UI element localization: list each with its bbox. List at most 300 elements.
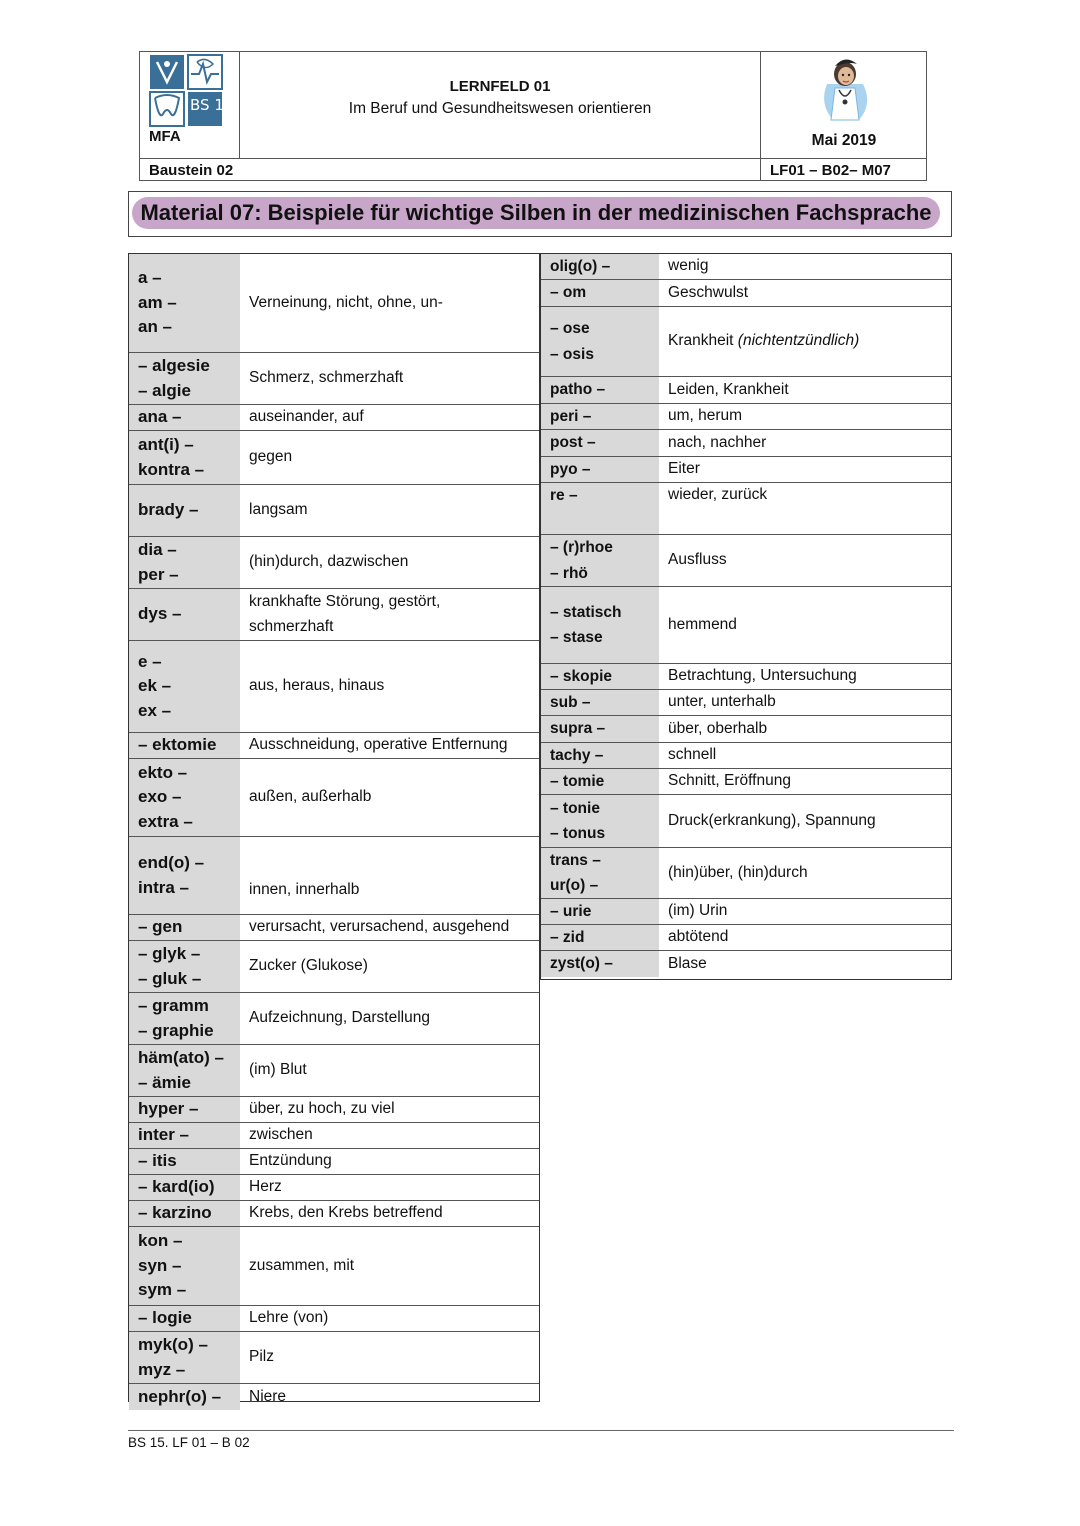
meaning-text	[249, 785, 539, 810]
syllable-cell	[129, 941, 240, 992]
document-header	[139, 51, 927, 181]
syllable-text: zyst(o) –	[550, 955, 613, 973]
meaning-cell	[659, 404, 951, 429]
syllable-cell	[129, 1123, 240, 1148]
meaning-text	[668, 254, 951, 279]
meaning-cell	[659, 254, 951, 279]
syllable-text: – glyk –	[138, 944, 201, 963]
syllable-text: an –	[138, 317, 173, 337]
syllable-text: – tonie	[550, 799, 600, 817]
meaning-text	[249, 445, 539, 470]
table-row	[129, 1332, 539, 1384]
meaning-text	[668, 952, 951, 977]
syllable-text: sym –	[138, 1280, 187, 1300]
meaning-text	[249, 1306, 539, 1331]
mfa-label: MFA	[149, 128, 181, 145]
header-bottom-row	[140, 158, 926, 181]
meaning-cell	[659, 925, 951, 950]
table-row	[129, 915, 539, 941]
material-title: Material 07: Beispiele für wichtige Silben in der medizinischen Fachsprache	[132, 197, 940, 229]
meaning-text-line2: schmerzhaft	[249, 617, 334, 635]
nurse-illustration-icon	[813, 54, 877, 124]
syllable-cell	[541, 535, 659, 586]
syllable-cell	[541, 254, 659, 279]
meaning-text	[249, 733, 539, 758]
meaning-cell	[240, 1384, 539, 1410]
meaning-cell	[240, 537, 539, 588]
meaning-main: Lehre (von)	[249, 1309, 329, 1327]
table-row	[541, 280, 951, 307]
date-cell	[760, 52, 926, 158]
meaning-text	[668, 861, 951, 886]
table-row	[129, 353, 539, 405]
syllable-text: nephr(o) –	[138, 1386, 222, 1406]
syllable-text: per –	[138, 564, 179, 584]
meaning-main: Schnitt, Eröffnung	[668, 772, 791, 790]
meaning-italic: (nichtentzündlich)	[737, 332, 860, 350]
syllable-cell	[129, 993, 240, 1044]
syllable-text: peri –	[550, 407, 592, 425]
syllable-text: sub –	[550, 693, 591, 711]
meaning-cell	[659, 483, 951, 534]
meaning-text	[668, 809, 951, 834]
meaning-cell	[240, 1306, 539, 1331]
syllable-text: – statisch	[550, 603, 622, 621]
syllable-cell	[541, 743, 659, 768]
syllable-text: hyper –	[138, 1099, 199, 1119]
syllable-cell	[129, 353, 240, 404]
meaning-text	[668, 899, 951, 924]
syllable-cell	[129, 1175, 240, 1200]
meaning-text	[668, 281, 951, 306]
syllable-cell	[129, 485, 240, 536]
syllable-text: re –	[550, 487, 578, 504]
syllable-text: e –	[138, 651, 162, 671]
syllable-text: – gen	[138, 917, 183, 937]
table-row	[129, 431, 539, 485]
meaning-text	[668, 664, 951, 689]
table-row	[129, 759, 539, 837]
meaning-main: Ausschneidung, operative Entfernung	[249, 736, 508, 754]
syllable-text: – ose	[550, 320, 590, 337]
syllable-text: syn –	[138, 1255, 182, 1275]
meaning-main: Druck(erkrankung), Spannung	[668, 811, 876, 829]
syllable-text: ekto –	[138, 762, 188, 782]
table-row	[129, 1045, 539, 1097]
meaning-text	[249, 590, 539, 615]
table-row	[129, 641, 539, 733]
table-row	[541, 795, 951, 848]
syllable-text: – ämie	[138, 1072, 191, 1092]
syllable-cell	[129, 837, 240, 914]
meaning-main: außen, außerhalb	[249, 788, 372, 806]
syllable-table-left	[128, 253, 540, 1406]
meaning-main: (hin)durch, dazwischen	[249, 553, 409, 571]
table-row	[541, 587, 951, 664]
meaning-text	[668, 378, 951, 403]
syllable-text: tachy –	[550, 746, 604, 764]
table-row	[129, 1149, 539, 1175]
meaning-cell	[240, 431, 539, 484]
syllable-text: ek –	[138, 676, 172, 696]
table-row	[129, 993, 539, 1045]
meaning-text	[249, 498, 539, 523]
syllable-text: trans –	[550, 851, 601, 869]
meaning-text	[249, 1058, 539, 1083]
table-row	[541, 535, 951, 587]
footer-label: BS 15. LF 01 – B 02	[128, 1435, 250, 1450]
syllable-cell	[129, 537, 240, 588]
syllable-cell	[129, 431, 240, 484]
syllable-cell	[541, 483, 659, 534]
syllable-text: dia –	[138, 540, 177, 559]
syllable-text: pyo –	[550, 460, 591, 478]
meaning-main: verursacht, verursachend, ausgehend	[249, 918, 510, 936]
document-code: LF01 – B02– M07	[760, 159, 926, 181]
meaning-cell	[240, 1201, 539, 1226]
meaning-main: Betrachtung, Untersuchung	[668, 667, 857, 685]
svg-text:BS 15: BS 15	[190, 96, 234, 114]
meaning-text	[249, 405, 539, 430]
meaning-cell	[659, 899, 951, 924]
syllable-cell	[541, 769, 659, 794]
meaning-cell	[240, 993, 539, 1044]
meaning-text	[668, 613, 951, 638]
meaning-text	[249, 878, 539, 903]
syllable-table-right	[540, 253, 952, 980]
meaning-main: Zucker (Glukose)	[249, 957, 368, 975]
meaning-main: (im) Blut	[249, 1061, 307, 1079]
table-row	[541, 483, 951, 535]
meaning-text	[668, 431, 951, 456]
meaning-text	[249, 915, 539, 940]
meaning-cell	[659, 307, 951, 376]
syllable-text: supra –	[550, 720, 606, 738]
table-row	[129, 733, 539, 759]
syllable-text: – urie	[550, 902, 592, 920]
syllable-text: post –	[550, 434, 596, 452]
meaning-main: krankhafte Störung, gestört,	[249, 593, 441, 610]
syllable-text: – logie	[138, 1308, 192, 1328]
table-row	[541, 743, 951, 769]
table-row	[541, 951, 951, 977]
syllable-text: – gramm	[138, 996, 209, 1015]
table-row	[541, 716, 951, 743]
meaning-text	[249, 550, 539, 575]
syllable-cell	[129, 733, 240, 758]
meaning-cell	[659, 690, 951, 715]
syllable-cell	[129, 254, 240, 352]
meaning-text	[249, 1254, 539, 1279]
table-row	[129, 1097, 539, 1123]
syllable-cell	[541, 664, 659, 689]
syllable-cell	[129, 1227, 240, 1305]
table-row	[541, 769, 951, 795]
syllable-cell	[541, 587, 659, 663]
syllable-text: end(o) –	[138, 853, 205, 872]
meaning-main: um, herum	[668, 407, 743, 425]
lernfeld-subtitle: Im Beruf und Gesundheitswesen orientieren	[348, 100, 652, 117]
syllable-cell	[129, 589, 240, 640]
table-row	[541, 307, 951, 377]
meaning-text	[668, 483, 951, 508]
meaning-cell	[659, 280, 951, 306]
meaning-main: Entzündung	[249, 1152, 332, 1170]
meaning-cell	[659, 535, 951, 586]
meaning-cell	[240, 353, 539, 404]
meaning-text	[668, 717, 951, 742]
meaning-cell	[240, 915, 539, 940]
syllable-text: – kard(io)	[138, 1177, 215, 1197]
table-row	[541, 690, 951, 716]
meaning-text	[668, 457, 951, 482]
baustein-label: Baustein 02	[149, 162, 234, 179]
meaning-text	[668, 743, 951, 768]
meaning-cell	[240, 759, 539, 836]
syllable-cell	[541, 377, 659, 403]
footer-rule	[128, 1430, 954, 1431]
meaning-text	[249, 1097, 539, 1122]
syllable-text: myk(o) –	[138, 1335, 208, 1354]
meaning-main: aus, heraus, hinaus	[249, 677, 385, 695]
meaning-cell	[240, 1097, 539, 1122]
table-row	[129, 1175, 539, 1201]
table-row	[129, 1384, 539, 1410]
meaning-main: nach, nachher	[668, 433, 767, 451]
meaning-cell	[240, 1123, 539, 1148]
syllable-cell	[541, 280, 659, 306]
syllable-text: myz –	[138, 1359, 186, 1379]
meaning-text	[668, 404, 951, 429]
syllable-text: dys –	[138, 604, 182, 624]
syllable-text: – zid	[550, 928, 585, 946]
syllable-text: – karzino	[138, 1203, 212, 1223]
syllable-cell	[541, 430, 659, 456]
syllable-cell	[541, 951, 659, 977]
meaning-main: (im) Urin	[668, 902, 728, 920]
meaning-cell	[240, 1332, 539, 1383]
syllable-text: – om	[550, 284, 587, 302]
meaning-text	[249, 1149, 539, 1174]
meaning-main: Eiter	[668, 460, 700, 478]
syllable-cell	[129, 405, 240, 430]
syllable-text: häm(ato) –	[138, 1048, 224, 1067]
meaning-cell	[659, 587, 951, 663]
syllable-cell	[541, 795, 659, 847]
table-row	[129, 537, 539, 589]
meaning-cell	[659, 769, 951, 794]
meaning-main: Niere	[249, 1387, 287, 1405]
syllable-cell	[541, 848, 659, 898]
syllable-cell	[541, 925, 659, 950]
syllable-text: ant(i) –	[138, 435, 194, 454]
table-row	[129, 1306, 539, 1332]
meaning-cell	[240, 733, 539, 758]
meaning-main: über, oberhalb	[668, 719, 768, 737]
meaning-cell	[240, 941, 539, 992]
meaning-main: Herz	[249, 1178, 282, 1196]
syllable-text: – (r)rhoe	[550, 539, 613, 556]
meaning-text	[249, 1006, 539, 1031]
meaning-text	[249, 1175, 539, 1200]
meaning-cell	[659, 430, 951, 456]
syllable-text: – gluk –	[138, 968, 202, 988]
table-row	[129, 1227, 539, 1306]
syllable-text: patho –	[550, 381, 606, 399]
table-row	[541, 899, 951, 925]
meaning-main: wenig	[668, 257, 709, 275]
syllable-text: – tomie	[550, 772, 605, 790]
table-row	[541, 925, 951, 951]
syllable-cell	[541, 899, 659, 924]
table-row	[541, 404, 951, 430]
syllable-cell	[129, 641, 240, 732]
meaning-main: hemmend	[668, 615, 737, 633]
meaning-main: abtötend	[668, 928, 729, 946]
meaning-main: unter, unterhalb	[668, 693, 776, 711]
syllable-text: – skopie	[550, 667, 613, 685]
meaning-cell	[659, 848, 951, 898]
table-row	[129, 485, 539, 537]
table-row	[541, 254, 951, 280]
meaning-text	[668, 329, 951, 354]
meaning-cell	[659, 743, 951, 768]
syllable-cell	[129, 915, 240, 940]
table-row	[541, 377, 951, 404]
meaning-main: gegen	[249, 448, 293, 466]
meaning-cell	[659, 951, 951, 977]
table-row	[129, 405, 539, 431]
meaning-cell	[240, 1045, 539, 1096]
meaning-main: wieder, zurück	[668, 486, 768, 503]
syllable-text: – graphie	[138, 1020, 214, 1040]
logo-cell	[140, 52, 240, 158]
meaning-main: Krankheit	[668, 332, 738, 350]
syllable-text: – stase	[550, 629, 603, 646]
meaning-main: Verneinung, nicht, ohne, un-	[249, 293, 443, 311]
meaning-text	[249, 291, 539, 316]
syllable-text: olig(o) –	[550, 257, 611, 275]
syllable-cell	[129, 1045, 240, 1096]
table-row	[129, 941, 539, 993]
meaning-text	[668, 925, 951, 950]
meaning-main: innen, innerhalb	[249, 880, 360, 898]
school-logo-icon	[149, 54, 234, 126]
meaning-main: (hin)über, (hin)durch	[668, 863, 808, 881]
table-row	[129, 1201, 539, 1227]
meaning-cell	[659, 795, 951, 847]
syllable-text: extra –	[138, 811, 193, 831]
syllable-text: – algie	[138, 380, 191, 400]
table-row	[129, 589, 539, 641]
syllable-text: am –	[138, 292, 177, 312]
meaning-cell	[659, 716, 951, 742]
meaning-cell	[240, 837, 539, 914]
meaning-cell	[240, 641, 539, 732]
syllable-text: – rhö	[550, 564, 588, 582]
syllable-cell	[129, 1149, 240, 1174]
meaning-text	[249, 1345, 539, 1370]
table-row	[129, 254, 539, 353]
meaning-main: Blase	[668, 954, 707, 972]
syllable-cell	[129, 1332, 240, 1383]
meaning-text	[249, 954, 539, 979]
syllable-text: – algesie	[138, 356, 210, 375]
meaning-cell	[659, 377, 951, 403]
table-row	[129, 837, 539, 915]
meaning-main: zwischen	[249, 1126, 313, 1144]
meaning-main: auseinander, auf	[249, 408, 364, 426]
syllable-cell	[129, 1306, 240, 1331]
meaning-cell	[240, 405, 539, 430]
table-row	[541, 848, 951, 899]
title-banner-box	[128, 191, 952, 237]
meaning-cell	[240, 485, 539, 536]
meaning-text	[249, 366, 539, 391]
meaning-text	[668, 548, 951, 573]
syllable-text: intra –	[138, 877, 190, 897]
syllable-text: exo –	[138, 787, 182, 807]
syllable-text: ana –	[138, 407, 182, 427]
meaning-main: Schmerz, schmerzhaft	[249, 369, 404, 387]
syllable-cell	[129, 759, 240, 836]
syllable-cell	[129, 1384, 240, 1410]
syllable-text: ur(o) –	[550, 877, 599, 894]
meaning-text	[249, 674, 539, 699]
meaning-main: langsam	[249, 501, 308, 519]
meaning-cell	[240, 1175, 539, 1200]
syllable-text: – tonus	[550, 825, 606, 842]
syllable-cell	[541, 404, 659, 429]
table-row	[129, 1123, 539, 1149]
syllable-text: inter –	[138, 1125, 190, 1145]
meaning-cell	[659, 664, 951, 689]
table-row	[541, 457, 951, 483]
syllable-cell	[541, 457, 659, 482]
syllable-cell	[129, 1097, 240, 1122]
meaning-cell	[240, 1149, 539, 1174]
meaning-text	[668, 769, 951, 794]
table-row	[541, 430, 951, 457]
meaning-text	[249, 1123, 539, 1148]
meaning-main: Geschwulst	[668, 283, 749, 301]
meaning-cell	[240, 589, 539, 640]
syllable-text: – itis	[138, 1151, 177, 1171]
meaning-text	[249, 1385, 539, 1410]
meaning-cell	[240, 1227, 539, 1305]
lernfeld-cell	[240, 52, 760, 158]
syllable-cell	[541, 690, 659, 715]
syllable-cell	[129, 1201, 240, 1226]
syllable-text: – ektomie	[138, 735, 217, 755]
meaning-main: Pilz	[249, 1348, 274, 1366]
syllable-text: – osis	[550, 345, 594, 363]
meaning-text	[249, 1201, 539, 1226]
meaning-main: zusammen, mit	[249, 1256, 355, 1274]
syllable-cell	[541, 716, 659, 742]
syllable-text: brady –	[138, 500, 199, 520]
meaning-main: Krebs, den Krebs betreffend	[249, 1204, 443, 1222]
table-row	[541, 664, 951, 690]
meaning-cell	[240, 254, 539, 352]
syllable-text: kon –	[138, 1231, 183, 1251]
syllable-text: a –	[138, 268, 162, 288]
meaning-main: schnell	[668, 746, 717, 764]
syllable-cell	[541, 307, 659, 376]
lernfeld-title: LERNFELD 01	[449, 78, 551, 95]
syllable-text: ex –	[138, 700, 172, 720]
meaning-text	[668, 690, 951, 715]
